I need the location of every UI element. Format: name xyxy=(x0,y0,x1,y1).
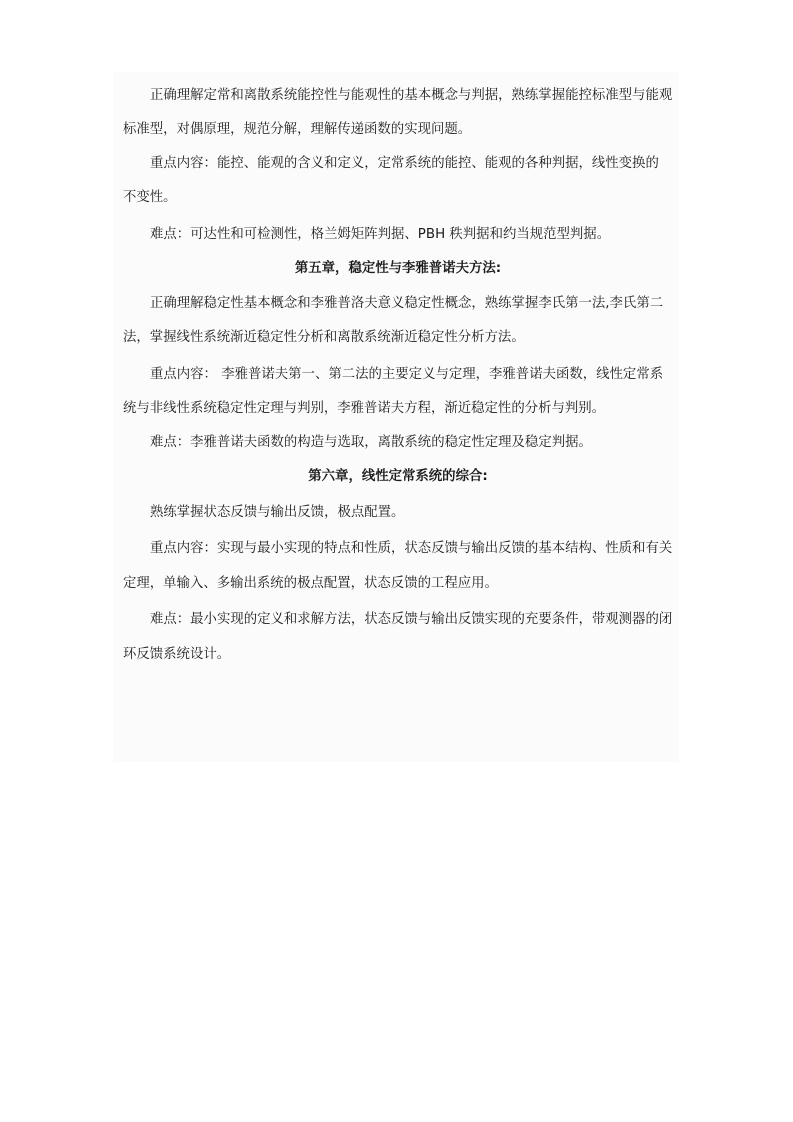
paragraph-ch4-intro-line-2: 标准型，对偶原理，规范分解，理解传递函数的实现问题。 xyxy=(123,122,472,137)
paragraph-ch6-key-points-line-2: 定理，单输入、多输出系统的极点配置，状态反馈的工程应用。 xyxy=(123,576,498,591)
paragraph-ch5-difficulties: 难点：李雅普诺夫函数的构造与选取，离散系统的稳定性定理及稳定判据。 xyxy=(150,435,592,450)
chapter-6-heading: 第六章，线性定常系统的综合: xyxy=(308,469,488,484)
paragraph-ch6-intro: 熟练掌握状态反馈与输出反馈，极点配置。 xyxy=(150,505,405,520)
paragraph-ch6-difficulties-line-2: 环反馈系统设计。 xyxy=(123,647,231,662)
paragraph-ch6-key-points-line-1: 重点内容：实现与最小实现的特点和性质，状态反馈与输出反馈的基本结构、性质和有关 xyxy=(150,541,673,556)
chapter-5-heading: 第五章，稳定性与李雅普诺夫方法: xyxy=(294,261,502,276)
paragraph-ch4-key-points-line-2: 不变性。 xyxy=(123,190,177,205)
paragraph-ch5-key-points-line-2: 统与非线性系统稳定性定理与判别，李雅普诺夫方程，渐近稳定性的分析与判别。 xyxy=(123,401,606,416)
paragraph-ch4-intro-line-1: 正确理解定常和离散系统能控性与能观性的基本概念与判据，熟练掌握能控标准型与能观 xyxy=(150,88,673,103)
paragraph-ch4-key-points-line-1: 重点内容：能控、能观的含义和定义，定常系统的能控、能观的各种判据，线性变换的 xyxy=(150,156,659,171)
paragraph-ch6-difficulties-line-1: 难点：最小实现的定义和求解方法，状态反馈与输出反馈实现的充要条件，带观测器的闭 xyxy=(150,612,673,627)
paragraph-ch5-intro-line-1: 正确理解稳定性基本概念和李雅普洛夫意义稳定性概念，熟练掌握李氏第一法,李氏第二 xyxy=(150,296,664,311)
paragraph-ch4-difficulties: 难点：可达性和可检测性，格兰姆矩阵判据、PBH 秩判据和约当规范型判据。 xyxy=(150,227,611,242)
paragraph-ch5-key-points-line-1: 重点内容： 李雅普诺夫第一、第二法的主要定义与定理，李雅普诺夫函数，线性定常系 xyxy=(150,367,664,382)
paragraph-ch5-intro-line-2: 法，掌握线性系统渐近稳定性分析和离散系统渐近稳定性分析方法。 xyxy=(123,330,525,345)
